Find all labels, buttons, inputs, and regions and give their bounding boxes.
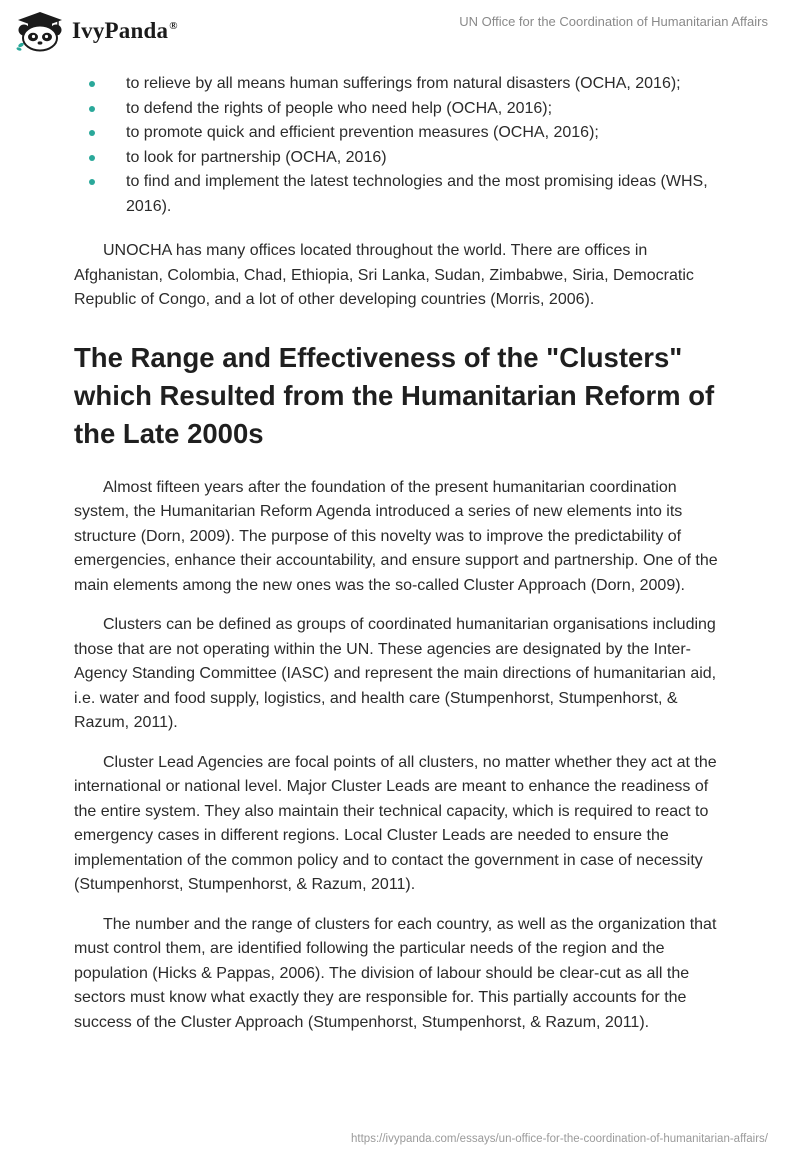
list-item <box>74 146 734 171</box>
section-heading: The Range and Effectiveness of the "Clusters" which Resulted from the Humanitarian Reform of the Late 2000s <box>74 341 715 449</box>
list-item-text: to look for partnership (OCHA, 2016) <box>126 148 387 166</box>
body-paragraph: The number and the range of clusters for each country, as well as the organization that must control them, are identified following the particular needs of the region and the population (Hicks & Pappas, 2006). The division of labour should be clear-cut as all the sectors must know what exactly they are responsible for. This partially accounts for the success of the Cluster Approach (Stumpenhorst, Stumpenhorst, & Razum, 2011). <box>74 915 717 1031</box>
list-item-text: to find and implement the latest technologies and the most promising ideas (WHS, 2016). <box>126 173 708 215</box>
bullet-icon <box>89 179 95 185</box>
body-paragraph: Clusters can be defined as groups of coordinated humanitarian organisations including those that are not operating within the UN. These agencies are designated by the Inter-Agency Standing Committee (IASC) and represent the main directions of humanitarian aid, i.e. water and food supply, logistics, and health care (Stumpenhorst, Stumpenhorst, & Razum, 2011). <box>74 616 717 731</box>
list-item <box>74 72 734 97</box>
intro-paragraph: UNOCHA has many offices located throughout the world. There are offices in Afghanistan, Colombia, Chad, Ethiopia, Sri Lanka, Sudan, Zimbabwe, Siria, Democratic Republic of Congo, and a lot of other developing countries (Morris, 2006). <box>74 242 694 308</box>
panda-graduate-icon <box>14 10 66 52</box>
brand-name <box>72 18 178 44</box>
bullet-icon <box>89 106 95 112</box>
list-item-text: to relieve by all means human sufferings from natural disasters (OCHA, 2016); <box>126 75 681 92</box>
essay-content <box>74 72 734 1035</box>
page-header <box>0 0 800 62</box>
source-url[interactable]: https://ivypanda.com/essays/un-office-for-the-coordination-of-humanitarian-affairs/ <box>351 1133 768 1145</box>
brand-text: IvyPanda <box>72 18 169 43</box>
list-item-text: to defend the rights of people who need help (OCHA, 2016); <box>126 99 553 117</box>
list-item <box>74 121 734 146</box>
bullet-icon <box>89 130 95 136</box>
objectives-list <box>74 72 734 219</box>
bullet-icon <box>89 155 95 161</box>
ivypanda-logo[interactable] <box>14 10 178 52</box>
body-paragraph: Almost fifteen years after the foundation of the present humanitarian coordination system, the Humanitarian Reform Agenda introduced a series of new elements into its structure (Dorn, 2009). The purpose of this novelty was to improve the predictability of emergencies, enhance their accountability, and ensure support and partnership. One of the main elements among the new ones was the so-called Cluster Approach (Dorn, 2009). <box>74 478 718 594</box>
list-item <box>74 97 734 122</box>
list-item-text: to promote quick and efficient prevention measures (OCHA, 2016); <box>126 124 599 141</box>
body-paragraph: Cluster Lead Agencies are focal points of all clusters, no matter whether they act at the international or national level. Major Cluster Leads are meant to enhance the readiness of the entire system. They also maintain their technical capacity, which is required to react to emergency cases in different regions. Local Cluster Leads are needed to ensure the implementation of the common policy and to contact the government in case of necessity (Stumpenhorst, Stumpenhorst, & Razum, 2011). <box>74 753 717 893</box>
document-title: UN Office for the Coordination of Humanitarian Affairs <box>459 14 768 29</box>
list-item <box>74 170 734 219</box>
registered-mark: ® <box>169 20 178 33</box>
bullet-icon <box>89 81 95 87</box>
